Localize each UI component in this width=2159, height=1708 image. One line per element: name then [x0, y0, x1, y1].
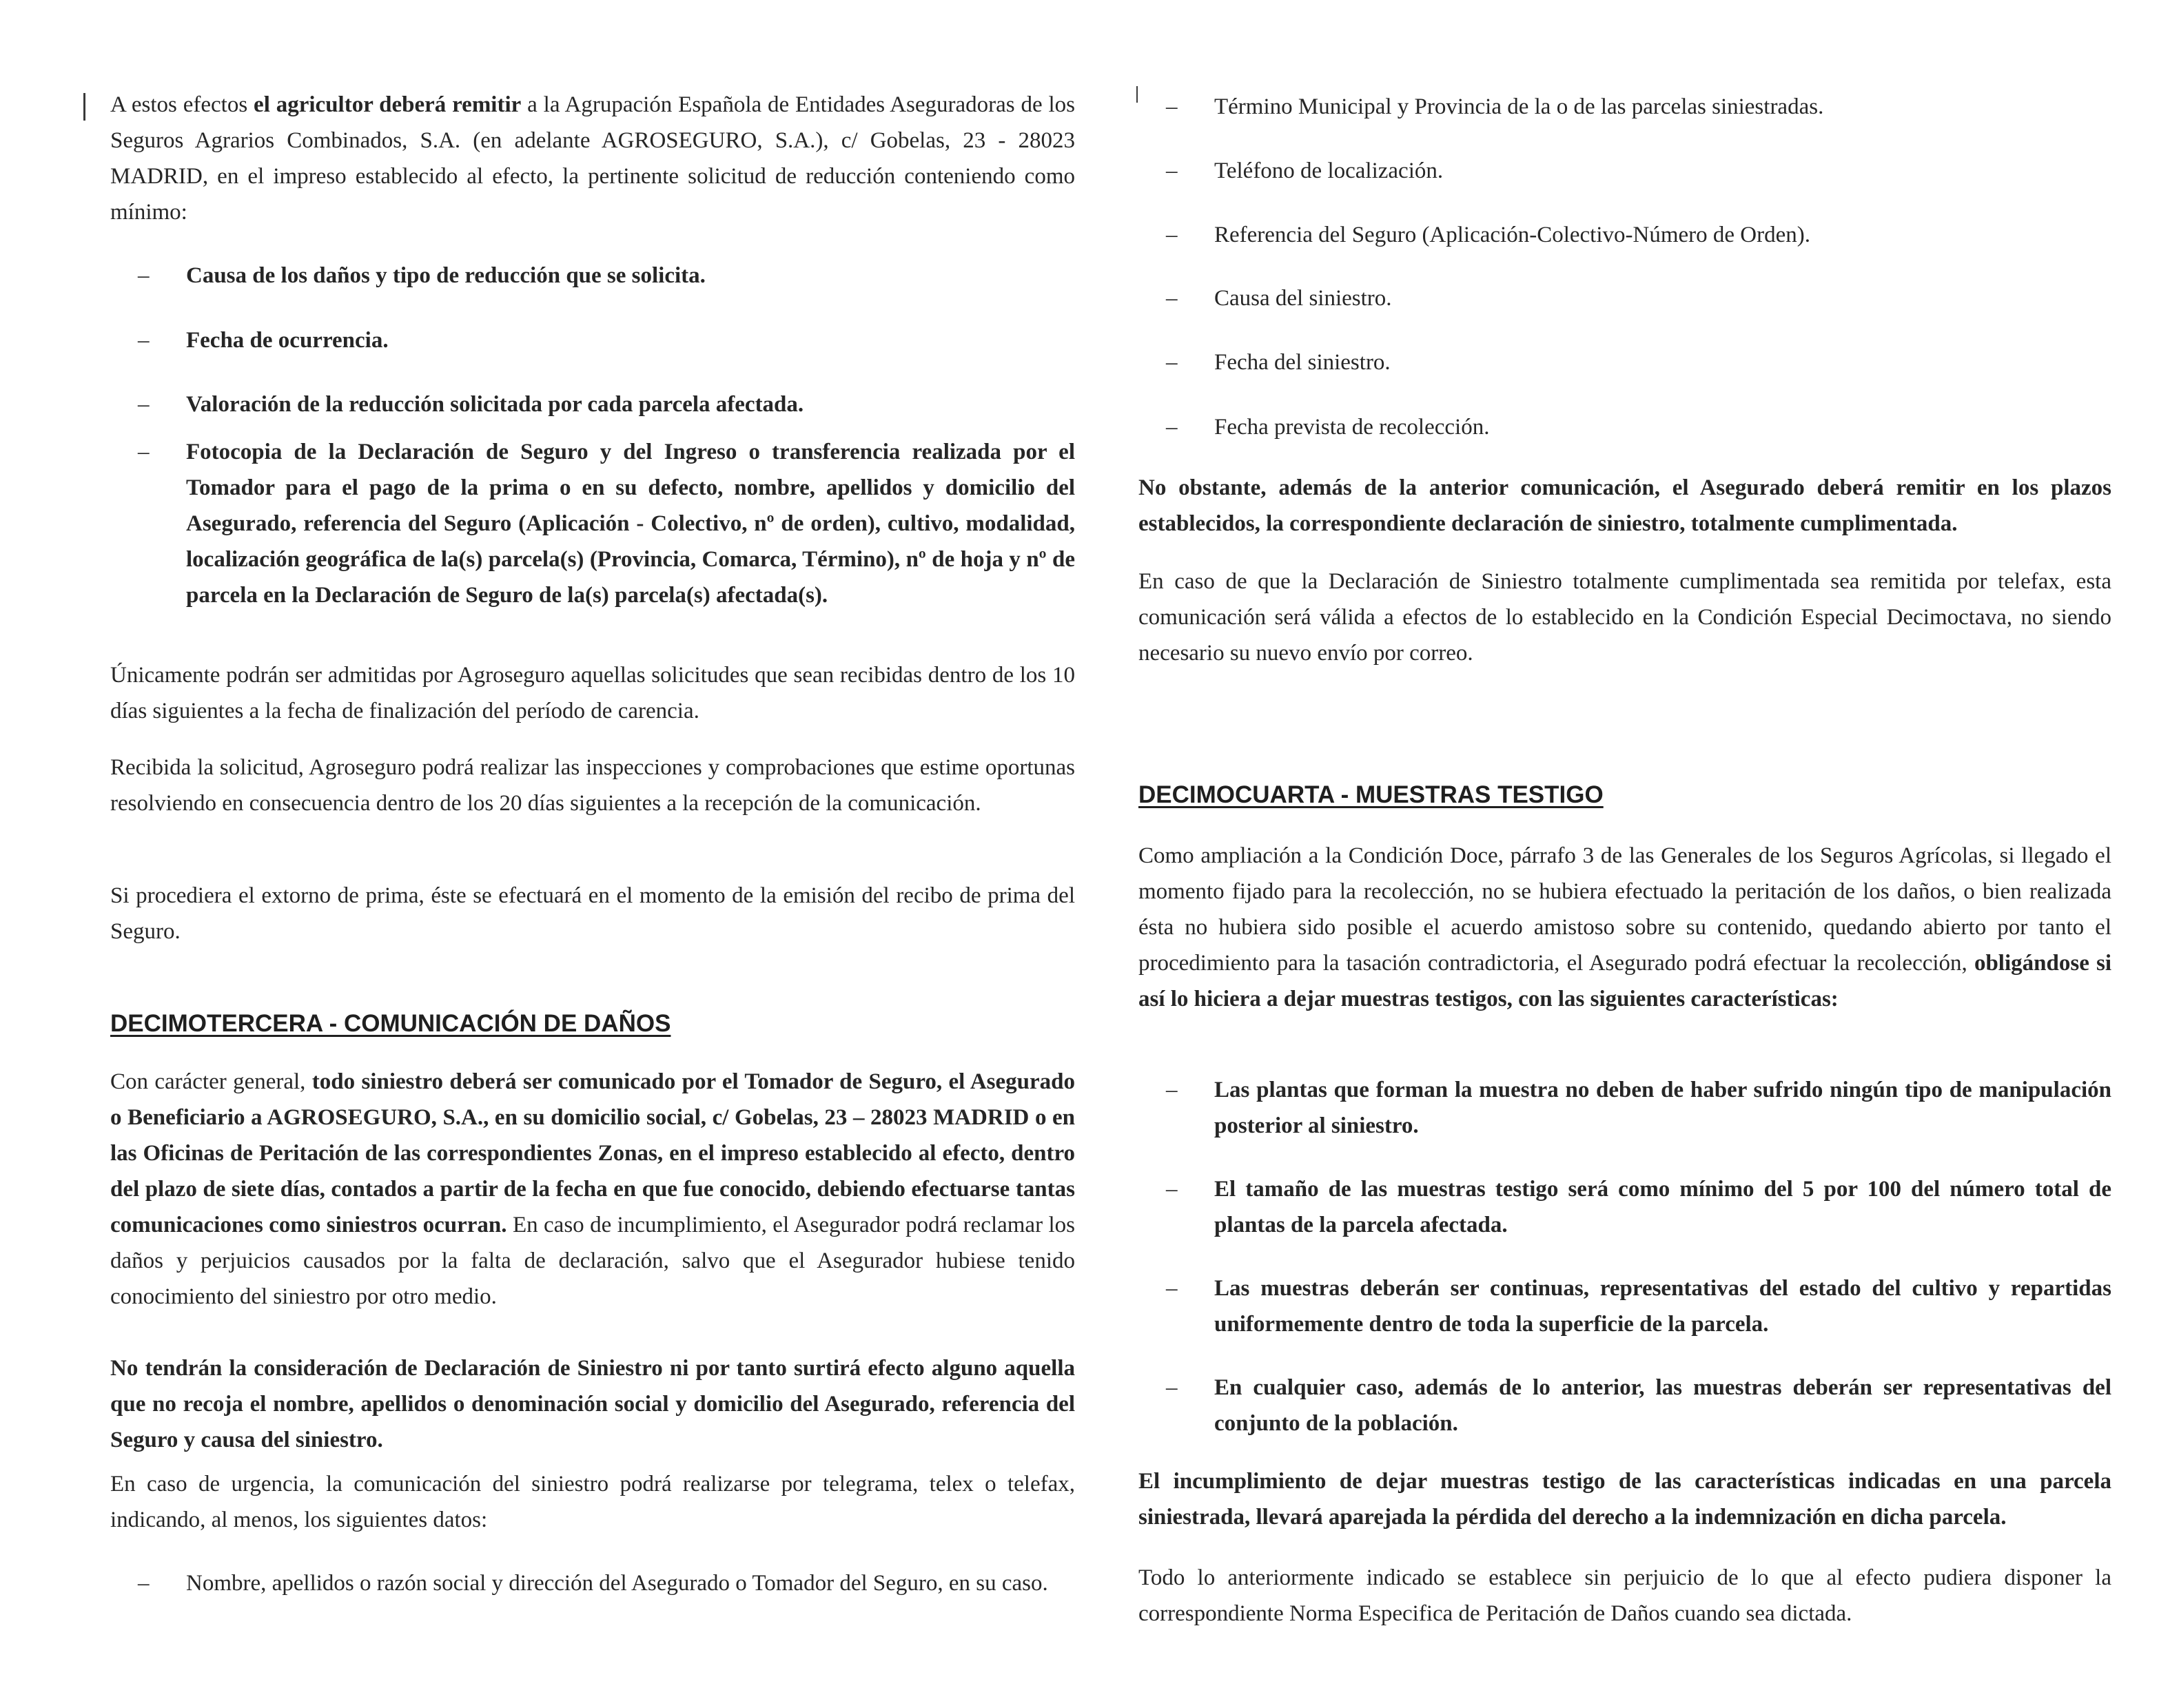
- list-dash: –: [1166, 1078, 1178, 1102]
- section-heading-decimotercera: DECIMOTERCERA - COMUNICACIÓN DE DAÑOS: [110, 1010, 671, 1037]
- list-dash: –: [1166, 350, 1178, 375]
- list-dash: –: [138, 392, 150, 417]
- list-dash: –: [1166, 1375, 1178, 1400]
- paragraph-incumplimiento: El incumplimiento de dejar muestras testigo de las características indicadas en una parcela siniestrada, llevará aparejada la pérdida del derecho a la indemnización en dicha parcela.: [1138, 1469, 2111, 1530]
- paragraph-unicamente: Únicamente podrán ser admitidas por Agroseguro aquellas solicitudes que sean recibidas dentro de los 10 días siguientes a la fecha de finalización del período de carencia.: [110, 663, 1075, 723]
- paragraph-telefax: En caso de que la Declaración de Siniestro totalmente cumplimentada sea remitida por telefax, esta comunicación será válida a efectos de lo establecido en la Condición Especial Decimoctava, no siendo necesario su nuevo envío por correo.: [1138, 569, 2111, 666]
- list-item-text: En cualquier caso, además de lo anterior, las muestras deberán ser representativas del conjunto de la población.: [1214, 1375, 2111, 1436]
- list-item-text: Fecha prevista de recolección.: [1214, 415, 1490, 440]
- list-dash: –: [1166, 286, 1178, 311]
- paragraph-urgencia: En caso de urgencia, la comunicación del siniestro podrá realizarse por telegrama, telex o telefax, indicando, al menos, los siguientes datos:: [110, 1472, 1075, 1532]
- margin-mark: [83, 93, 85, 121]
- paragraph-todo: Todo lo anteriormente indicado se establece sin perjuicio de lo que al efecto pudiera disponer la correspondiente Norma Especifica de Peritación de Daños cuando sea dictada.: [1138, 1565, 2111, 1626]
- list-item-text: Las plantas que forman la muestra no deben de haber sufrido ningún tipo de manipulación posterior al siniestro.: [1214, 1078, 2111, 1138]
- intro-text-a: A estos efectos: [110, 92, 254, 117]
- paragraph-caracter-general: [110, 1064, 1075, 1315]
- list-item-text: Teléfono de localización.: [1214, 158, 1444, 183]
- list-item-text: El tamaño de las muestras testigo será como mínimo del 5 por 100 del número total de plantas de la parcela afectada.: [1214, 1177, 2111, 1237]
- list-item-text: Valoración de la reducción solicitada por cada parcela afectada.: [186, 392, 804, 417]
- list-item-text: Nombre, apellidos o razón social y dirección del Asegurado o Tomador del Seguro, en su caso.: [186, 1571, 1048, 1596]
- paragraph-extorno: Si procediera el extorno de prima, éste se efectuará en el momento de la emisión del recibo de prima del Seguro.: [110, 883, 1075, 944]
- list-item-text: Término Municipal y Provincia de la o de las parcelas siniestradas.: [1214, 94, 1824, 119]
- paragraph-recibida: Recibida la solicitud, Agroseguro podrá realizar las inspecciones y comprobaciones que estime oportunas resolviendo en consecuencia dentro de los 20 días siguientes a la recepción de la comunicación.: [110, 755, 1075, 816]
- paragraph-no-obstante: No obstante, además de la anterior comunicación, el Asegurado deberá remitir en los plazos establecidos, la correspondiente declaración de siniestro, totalmente cumplimentada.: [1138, 475, 2111, 536]
- ampliacion-text-a: Como ampliación a la Condición Doce, párrafo 3 de las Generales de los Seguros Agrícolas, si llegado el momento fijado para la recolección, no se hubiera efectuado la peritación de los daños, o bien realizada ésta no hubiera sido posible el acuerdo amistoso sobre su contenido, quedando abierto por tanto el procedimiento para la tasación contradictoria, el Asegurado podrá efectuar la recolección,: [1138, 843, 2111, 976]
- general-text-a: Con carácter general,: [110, 1069, 312, 1094]
- list-item-text: Fecha del siniestro.: [1214, 350, 1391, 375]
- list-dash: –: [138, 328, 150, 353]
- list-item-text: Las muestras deberán ser continuas, representativas del estado del cultivo y repartidas uniformemente dentro de toda la superficie de la parcela.: [1214, 1276, 2111, 1337]
- intro-paragraph: [110, 87, 1075, 230]
- list-item-text: Referencia del Seguro (Aplicación-Colectivo-Número de Orden).: [1214, 223, 1810, 247]
- intro-text-b: el agricultor deberá remitir: [254, 92, 522, 117]
- list-dash: –: [1166, 1177, 1178, 1202]
- paragraph-no-tendran: No tendrán la consideración de Declaración de Siniestro ni por tanto surtirá efecto alguno aquella que no recoja el nombre, apellidos o denominación social y domicilio del Asegurado, referencia del Seguro y causa del siniestro.: [110, 1356, 1075, 1452]
- general-text-b: todo siniestro deberá ser comunicado por el Tomador de Seguro, el Asegurado o Beneficiario a AGROSEGURO, S.A., en su domicilio social, c/ Gobelas, 23 – 28023 MADRID o en las Oficinas de Peritación de las correspondientes Zonas, en el impreso establecido al efecto, dentro del plazo de siete días, contados a partir de la fecha en que fue conocido, debiendo efectuarse tantas comunicaciones como siniestros ocurran.: [110, 1069, 1075, 1237]
- list-dash: –: [1166, 94, 1178, 119]
- list-dash: –: [1166, 1276, 1178, 1301]
- list-dash: –: [138, 263, 150, 288]
- section-heading-decimocuarta: DECIMOCUARTA - MUESTRAS TESTIGO: [1138, 781, 1604, 808]
- list-item-text: Causa del siniestro.: [1214, 286, 1392, 311]
- ampliacion-text-b: obligándose si así lo hiciera a dejar muestras testigos, con las siguientes características:: [1138, 951, 2112, 1011]
- margin-mark-right: [1136, 86, 1138, 103]
- list-dash: –: [138, 440, 150, 464]
- list-item-text: Fecha de ocurrencia.: [186, 328, 389, 353]
- list-dash: –: [1166, 223, 1178, 247]
- intro-text-c: a la Agrupación Española de Entidades Aseguradoras de los Seguros Agrarios Combinados, S.A. (en adelante AGROSEGURO, S.A.), c/ Gobelas, 23 - 28023 MADRID, en el impreso establecido al efecto, la pertinente solicitud de reducción conteniendo como mínimo:: [110, 92, 1076, 225]
- list-item-text: Fotocopia de la Declaración de Seguro y del Ingreso o transferencia realizada por el Tomador para el pago de la prima o en su defecto, nombre, apellidos y domicilio del Asegurado, referencia del Seguro (Aplicación - Colectivo, nº de orden), cultivo, modalidad, localización geográfica de la(s) parcela(s) (Provincia, Comarca, Término), nº de hoja y nº de parcela en la Declaración de Seguro de la(s) parcela(s) afectada(s).: [186, 440, 1075, 608]
- general-text-c: En caso de incumplimiento, el Asegurador podrá reclamar los daños y perjuicios causados por la falta de declaración, salvo que el Asegurador hubiese tenido conocimiento del siniestro por otro medio.: [110, 1213, 1075, 1309]
- paragraph-ampliacion: [1138, 838, 2111, 1017]
- list-dash: –: [1166, 415, 1178, 440]
- list-dash: –: [1166, 158, 1178, 183]
- list-item-text: Causa de los daños y tipo de reducción que se solicita.: [186, 263, 706, 288]
- list-dash: –: [138, 1571, 150, 1596]
